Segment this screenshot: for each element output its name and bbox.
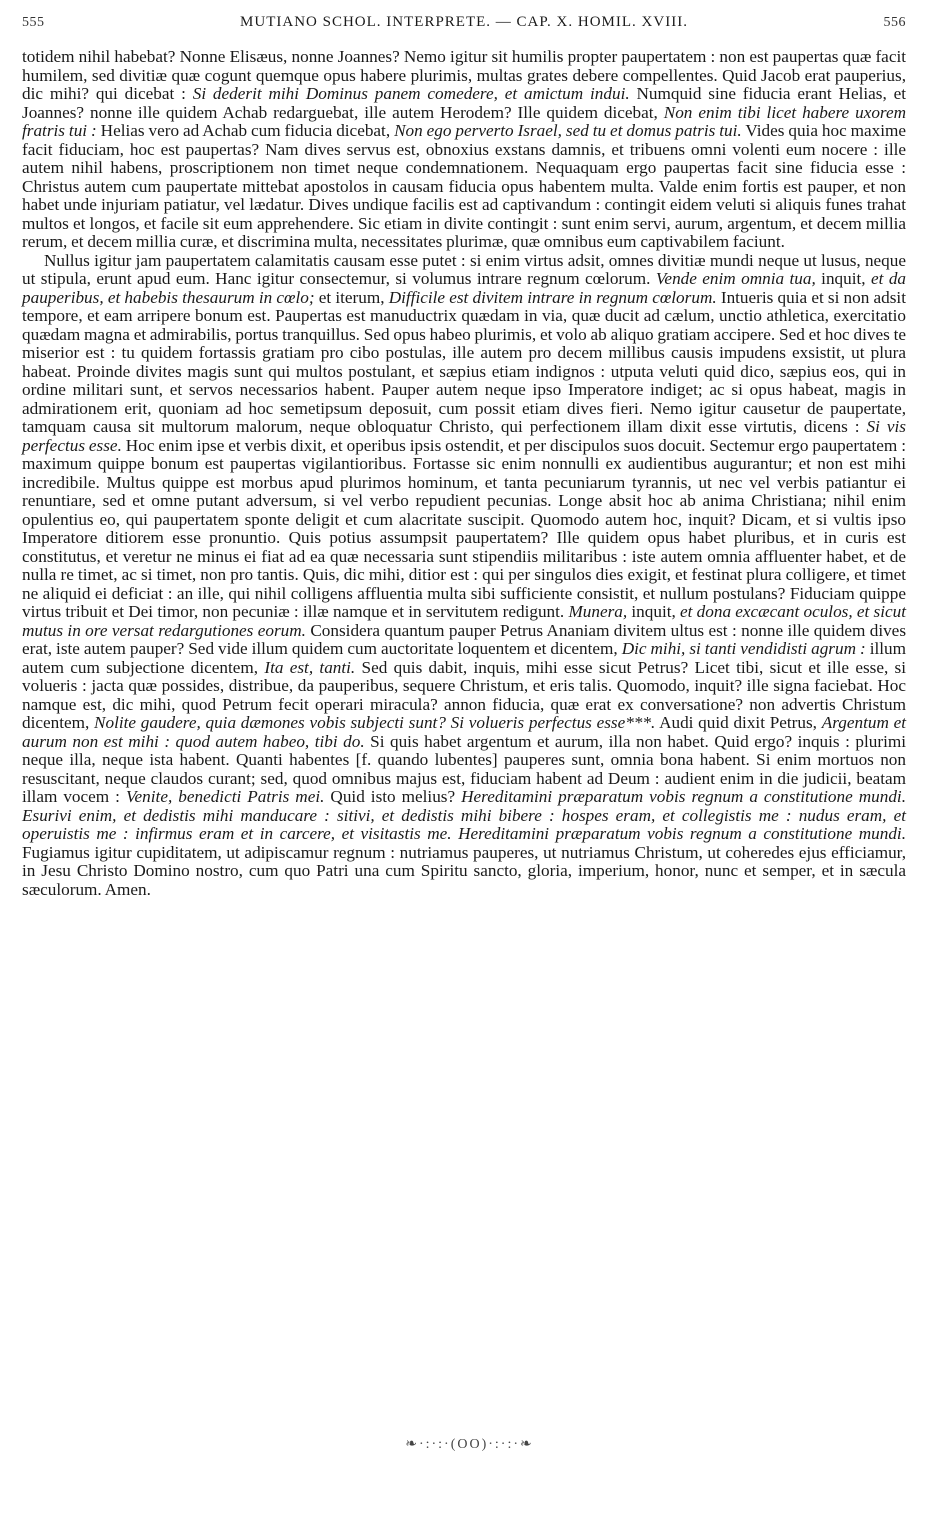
- text-run: Fugiamus igitur cupiditatem, ut adipiscamur regnum : nutriamus pauperes, ut nutriamus Christum, ut coheredes ejus efficiamur, in Jesu Christo Domino nostro, cum quo Patri una cum Spiritu sancto, gloria, imperium, honor, nunc et semper, et in sæcula sæculorum. Amen.: [22, 842, 906, 899]
- italic-quotation: Ita est, tanti.: [264, 657, 356, 677]
- text-run: Si quis habet argentum et aurum, illa non habet. Quid ergo? inquis : plurimi neque illa, neque ista habent. Quanti habentes [f. quando lubentes] pauperes sunt, omnia bona habent. Si enim mortuos non resuscitant, neque claudos curant; sed, quod omnibus majus est, fiduciam habent ad Deum : audient enim in die judicii, beatam illam vocem :: [22, 731, 906, 806]
- italic-quotation: Venite, benedicti Patris mei.: [125, 787, 325, 806]
- text-run: Intueris quia et si non adsit tempore, et eam arripere bonum est. Paupertas est manuductrix quædam in via, quæ ducit ad cælum, unctio athletica, exercitatio quædam magna et admirabilis, portus tranquillus. Sed opus habeo plurimis, et volo ab aliquo gratiam accipere. Sed et hoc dives te miserior est : tu quidem fortassis gratiam pro cibo postulas, ille autem pro decem millibus causis impudens exsistit, ut plura habeat. Proinde divites magis sunt qui multos postulant, et sæpius etiam indignos : utputa veluti quid dico, sæpius eos, qui in ordine militari sunt, et servos necessarios habent. Pauper autem neque ipso Imperatore indiget; ac si opus habeat, magis in admirationem erit, quoniam ad hoc semetipsum deposuit, cum possit etiam dives fieri. Nemo igitur causetur de paupertate, tamquam causa sit multorum malorum, neque obloquatur Christo, qui perfectionem illam dixit esse virtutis, dicens :: [22, 287, 906, 436]
- paragraph: [22, 252, 906, 900]
- text-run: totidem nihil habebat? Nonne Elisæus, nonne Joannes? Nemo igitur sit humilis propter paupertatem : non est paupertas quæ facit humilem, sed divitiæ quæ cogunt quemque opus habere plurimis, multas grates debere compellentes. Quid Jacob erat pauperius, dic mihi? qui dicebat :: [22, 47, 906, 103]
- page: [22, 14, 906, 899]
- text-run: Hoc enim ipse et verbis dixit, et operibus ipsis ostendit, et per discipulos suos docuit. Sectemur ergo paupertatem : maximum quippe bonum est paupertas vigilantioribus. Fortasse sic enim nonnulli ex audientibus augurantur; et non est mihi incredibile. Multus quippe est morbus apud plurimos hominum, et tanta pecuniarum tyrannis, ut nec vel verbis patiantur ei renuntiare, sed et omne putant adversum, si vel verbo repudient pecunias. Longe absit hoc ab anima Christiana; nihil enim opulentius eo, qui paupertatem sponte deligit et cum alacritate suscipit. Quomodo autem hoc, inquit? Dicam, et si vultis ipso Imperatore ditiorem esse pronuntio. Quis potius assumpsit paupertatem? Ille quidem opus habet pluribus, et in curis est constitutus, et veretur ne minus ei fiat ad ea quæ necessaria sunt stipendiis militaribus : iste autem omnia affluenter habet, et de nulla re timet, ac si timet, non pro tantis. Quis, dic mihi, ditior est : qui per singulos dies exigit, et festinat plura colligere, et timet ne aliquid ei deficiat : an ille, qui nihil colligens affluentia multa sibi sufficiente consistit, et nullum postulans? Fiduciam quippe virtus tribuit et Dei timor, non pecuniæ : illæ namque et in servitutem redigunt.: [22, 435, 906, 621]
- italic-quotation: Si vis perfectus esse.: [22, 417, 906, 455]
- italic-quotation: et dona excæcant oculos, et sicut mutus in ore versat redargutiones eorum.: [22, 602, 906, 640]
- italic-quotation: Nolite gaudere, quia dæmones vobis subjecti sunt? Si volueris perfectus esse***.: [94, 713, 656, 732]
- italic-quotation: Dic mihi, si tanti vendidisti agrum :: [621, 639, 866, 658]
- italic-quotation: Argentum et aurum non est mihi : quod autem habeo, tibi do.: [22, 713, 906, 751]
- italic-quotation: Si dederit mihi Dominus panem comedere, et amictum indui.: [192, 84, 630, 103]
- text-run: et iterum,: [314, 287, 389, 307]
- text-run: Quid isto melius?: [324, 787, 462, 806]
- italic-quotation: Munera,: [568, 602, 628, 621]
- italic-quotation: et da pauperibus, et habebis thesaurum in cœlo;: [22, 269, 907, 307]
- text-run: illum autem cum subjectione dicentem,: [22, 639, 906, 677]
- italic-quotation: Non enim tibi licet habere uxorem fratris tui :: [22, 102, 907, 140]
- italic-quotation: Non ego perverto Israel, sed tu et domus patris tui.: [394, 121, 742, 140]
- text-run: Nullus igitur jam paupertatem calamitatis causam esse putet : si enim virtus adsit, omnes divitiæ mundi neque ut lusus, neque ut stipula, erunt apud eum. Hanc igitur consectemur, si volumus intrare regnum cœlorum.: [22, 250, 906, 288]
- tail-ornament: ❧·:·:·(OO)·:·:·❧: [405, 1437, 534, 1452]
- text-run: inquit,: [627, 602, 681, 621]
- running-title: MUTIANO SCHOL. INTERPRETE. — CAP. X. HOMIL. XVIII.: [240, 14, 688, 30]
- body-text: [22, 48, 906, 899]
- text-run: Helias vero ad Achab cum fiducia dicebat,: [96, 121, 395, 140]
- italic-quotation: Hereditamini præparatum vobis regnum a constitutione mundi. Esurivi enim, et dedistis mihi manducare : sitivi, et dedistis mihi bibere : hospes eram, et collegistis me : nudus eram, et operuistis me : infirmus eram et in carcere, et visitastis me. Hereditamini præparatum vobis regnum a constitutione mundi.: [22, 787, 906, 843]
- text-run: inquit,: [815, 269, 871, 288]
- text-run: Numquid sine fiducia erant Helias, et Joannes? nonne ille quidem Achab redarguebat, ille autem Herodem? Ille quidem dicebat,: [22, 84, 907, 122]
- page-number-right: 556: [883, 15, 906, 30]
- running-header: [22, 14, 906, 48]
- paragraph: [22, 48, 906, 252]
- page-number-left: 555: [22, 15, 45, 30]
- text-run: Considera quantum pauper Petrus Ananiam divitem ultus est : nonne ille quidem dives erat, iste autem pauper? Sed vide illum quidem cum auctoritate loquentem et dicentem,: [22, 620, 907, 658]
- text-run: Sed quis dabit, inquis, mihi esse sicut Petrus? Licet tibi, sicut et ille esse, si volueris : jacta quæ possides, distribue, da pauperibus, sequere Christum, et eris talis. Quomodo, inquit? ille signa faciebat. Hoc namque est, dic mihi, quod Petrum fecit operari miracula? annon fiducia, quæ erat ex conversatione? non advertis Christum dicentem,: [22, 657, 907, 732]
- text-run: Vides quia hoc maxime facit fiduciam, hoc est paupertas? Nam dives servus est, obnoxius exstans damnis, et tribuens omni volenti eum nocere : ille autem nihil habens, proscriptionem non timet neque condemnationem. Nequaquam ergo paupertas facit sine fiducia esse : Christus autem cum paupertate mittebat apostolos in causam fiducia opus habentem multa. Valde enim fortis est pauper, et non habet unde injuriam patiatur, vel lædatur. Dives undique facilis est ad captivandum : contingit eidem veluti si aliquis funes trahat multos et longos, et facile sit eum apprehendere. Sic etiam in divite contingit : sunt enim servi, aurum, argentum, et decem millia rerum, et decem millia curæ, et discrimina multa, necessitates plurimæ, quæ omnibus eum captivabilem faciunt.: [22, 121, 906, 251]
- italic-quotation: Vende enim omnia tua,: [655, 269, 816, 288]
- text-run: Audi quid dixit Petrus,: [655, 713, 822, 732]
- italic-quotation: Difficile est divitem intrare in regnum cœlorum.: [388, 287, 717, 307]
